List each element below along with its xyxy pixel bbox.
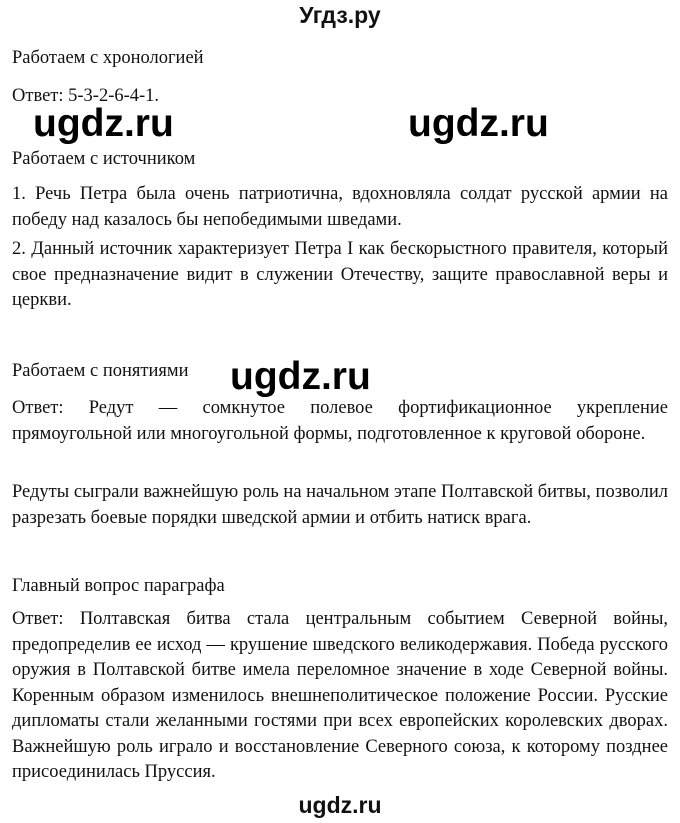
concepts-note: Редуты сыграли важнейшую роль на начальном этапе Полтавской битвы, позволил разрезать боевые порядки шведской армии и отбить натиск врага. bbox=[12, 482, 668, 528]
site-title: Угдз.ру bbox=[299, 2, 381, 28]
concepts-answer: Ответ: Редут — сомкнутое полевое фортификационное укрепление прямоугольной или многоугольной формы, подготовленное к круговой обороне. bbox=[12, 398, 668, 444]
watermark: ugdz.ru bbox=[230, 355, 371, 398]
footer-site-link[interactable]: ugdz.ru bbox=[298, 792, 382, 818]
main-question-answer: Ответ: Полтавская битва стала центральным событием Северной войны, предопределив ее исход — крушение шведского великодержавия. Победа русского оружия в Полтавской битве имела переломное значение в ходе Северной войны. Коренным образом изменилось внешнеполитическое положение России. Русские дипломаты стали желанными гостями при всех европейских королевских дворах. Важнейшую роль играло и восстановление Северного союза, к которому позднее присоединилась Пруссия. bbox=[12, 609, 668, 782]
concepts-heading: Работаем с понятиями bbox=[12, 361, 189, 381]
source-item-1: 1. Речь Петра была очень патриотична, вдохновляла солдат русской армии на победу над казалось бы непобедимыми шведами. bbox=[12, 184, 668, 230]
watermark: ugdz.ru bbox=[33, 102, 174, 145]
watermark: ugdz.ru bbox=[408, 102, 549, 145]
source-item-2: 2. Данный источник характеризует Петра I как бескорыстного правителя, который свое предназначение видит в служении Отечеству, защите православной веры и церкви. bbox=[12, 239, 668, 310]
chronology-answer: Ответ: 5-3-2-6-4-1. bbox=[12, 86, 160, 106]
source-heading: Работаем с источником bbox=[12, 149, 196, 169]
main-question-heading: Главный вопрос параграфа bbox=[12, 576, 225, 596]
chronology-heading: Работаем с хронологией bbox=[12, 48, 204, 68]
